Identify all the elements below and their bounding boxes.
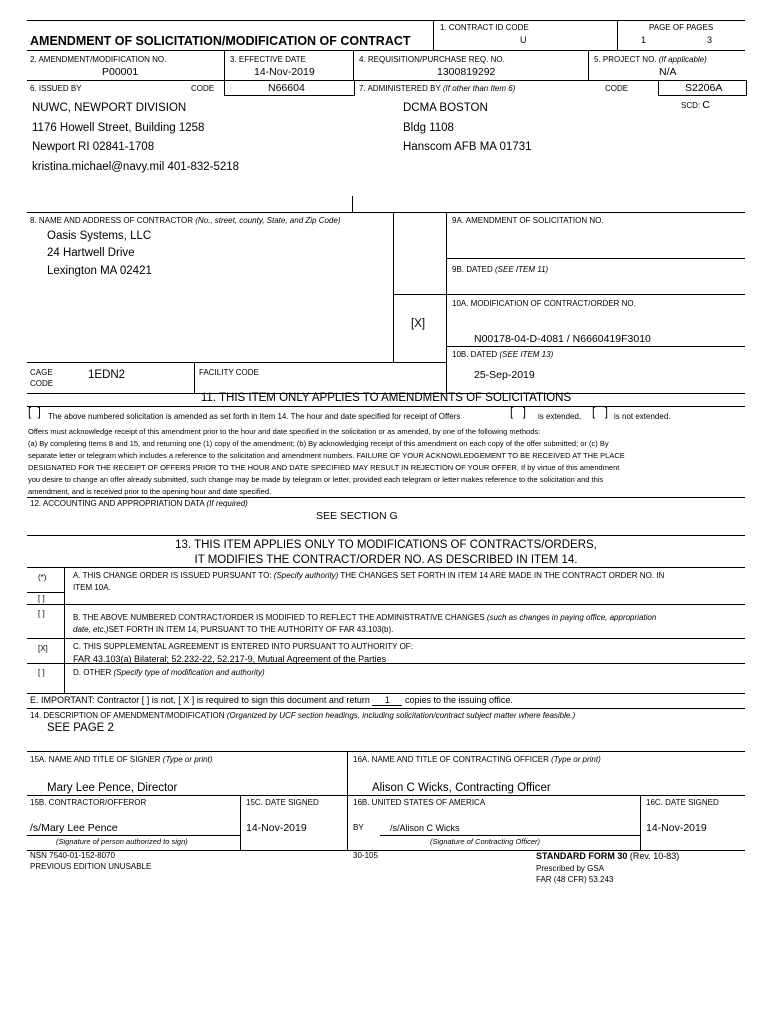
item16b-by: BY: [353, 823, 364, 832]
item14-value: SEE PAGE 2: [47, 722, 114, 734]
item11-heading: 11. THIS ITEM ONLY APPLIES TO AMENDMENTS OF SOLICITATIONS: [200, 392, 572, 404]
item15b-label: 15B. CONTRACTOR/OFFEROR: [30, 798, 147, 807]
footer-prescribed: Prescribed by GSA: [536, 864, 605, 873]
item13-a-text: A. THIS CHANGE ORDER IS ISSUED PURSUANT TO: (Specify authority) THE CHANGES SET FORTH IN ITEM 14 ARE MADE IN THE CONTRACT ORDER NO. IN: [73, 571, 665, 580]
rule: [64, 567, 65, 693]
item5-label: 5. PROJECT NO. (If applicable): [594, 55, 707, 64]
rule: [27, 708, 745, 709]
scd: SCD: C: [681, 99, 710, 111]
item11-paragraph: DESIGNATED FOR THE RECEIPT OF OFFERS PRIOR TO THE HOUR AND DATE SPECIFIED MAY RESULT IN REJECTION OF YOUR OFFER. If by virtue of this amendment: [28, 463, 620, 472]
footer-previous: PREVIOUS EDITION UNUSABLE: [30, 862, 152, 871]
item15a-label: 15A. NAME AND TITLE OF SIGNER (Type or print): [30, 755, 213, 764]
item2-label: 2. AMENDMENT/MODIFICATION NO.: [30, 55, 167, 64]
rule: [27, 50, 745, 51]
item11-not-extended: is not extended.: [614, 412, 671, 421]
item12-label: 12. ACCOUNTING AND APPROPRIATION DATA (If required): [30, 499, 248, 508]
rule: [446, 258, 745, 259]
item16b-sig-note: (Signature of Contracting Officer): [430, 837, 541, 846]
rule: [27, 693, 745, 694]
rule: [27, 592, 64, 593]
item4-value: 1300819292: [437, 66, 496, 78]
item11-paragraph: separate letter or telegram which includes a reference to the solicitation and amendment numbers. FAILURE OF YOUR ACKNOWLEDGEMENT TO BE RECEIVED AT THE PLACE: [28, 451, 625, 460]
item10b-value: 25-Sep-2019: [474, 369, 535, 381]
rule: [240, 795, 241, 850]
rule: [27, 20, 745, 21]
contract-id-value: U: [520, 35, 527, 45]
item13-d-text: D. OTHER (Specify type of modification and authority): [73, 668, 265, 677]
item13-heading: IT MODIFIES THE CONTRACT/ORDER NO. AS DESCRIBED IN ITEM 14.: [194, 554, 578, 566]
facility-label: FACILITY CODE: [199, 368, 259, 377]
pages-label: PAGE OF PAGES: [649, 23, 714, 32]
item6-line: NUWC, NEWPORT DIVISION: [32, 102, 187, 114]
rule: [27, 406, 745, 407]
cage-value: 1EDN2: [88, 369, 126, 381]
rule: [27, 80, 745, 81]
rule: [27, 835, 240, 836]
item13-c-check: [X]: [38, 644, 48, 653]
rule: [353, 50, 354, 80]
rule: [393, 212, 394, 362]
item7-code-label: CODE: [605, 84, 629, 93]
item13-a-text2: ITEM 10A.: [73, 583, 111, 592]
item6-code-label: CODE: [191, 84, 215, 93]
cage-label: CAGE: [30, 368, 53, 377]
item11-box: [ ]: [28, 407, 41, 419]
rule: [393, 294, 745, 295]
footer-far: FAR (48 CFR) 53.243: [536, 875, 614, 884]
cage-label: CODE: [30, 379, 54, 388]
item15c-label: 15C. DATE SIGNED: [246, 798, 319, 807]
item4-label: 4. REQUISITION/PURCHASE REQ. NO.: [359, 55, 505, 64]
item2-value: P00001: [102, 66, 139, 78]
item13-a-check2: [ ]: [38, 594, 45, 603]
rule: [27, 663, 745, 664]
item6-code: N66604: [268, 82, 305, 94]
item8-line: Lexington MA 02421: [47, 265, 152, 277]
item6-line: kristina.michael@navy.mil 401-832-5218: [32, 161, 240, 173]
rule: [27, 638, 745, 639]
item11-box: [ ]: [510, 407, 526, 419]
item11-paragraph: amendment, and is received prior to the opening hour and date specified.: [28, 487, 272, 496]
item10b-label: 10B. DATED (SEE ITEM 13): [452, 350, 554, 359]
rule: [27, 497, 745, 498]
item7-line: Hanscom AFB MA 01731: [403, 141, 532, 153]
rule: [27, 535, 745, 536]
item7-line: Bldg 1108: [403, 122, 454, 134]
rule: [27, 567, 745, 568]
rule: [617, 20, 618, 50]
item7-label: 7. ADMINISTERED BY (If other than Item 6): [359, 84, 516, 93]
item10a-value: N00178-04-D-4081 / N6660419F3010: [474, 333, 651, 345]
item16a-label: 16A. NAME AND TITLE OF CONTRACTING OFFICER (Type or print): [353, 755, 601, 764]
item8-label: 8. NAME AND ADDRESS OF CONTRACTOR (No., street, county, State, and Zip Code): [30, 216, 341, 225]
footer-number: 30-105: [353, 851, 378, 860]
item15b-signature: /s/Mary Lee Pence: [30, 822, 118, 834]
item9a-label: 9A. AMENDMENT OF SOLICITATION NO.: [452, 216, 604, 225]
item16b-signature: /s/Alison C Wicks: [390, 823, 460, 833]
rule: [446, 212, 447, 393]
item11-extended: is extended,: [538, 412, 582, 421]
item15c-value: 14-Nov-2019: [246, 822, 307, 834]
item3-value: 14-Nov-2019: [254, 66, 315, 78]
footer-nsn: NSN 7540-01-152-8070: [30, 851, 115, 860]
item8-line: 24 Hartwell Drive: [47, 247, 135, 259]
contract-id-label: 1. CONTRACT ID CODE: [440, 23, 529, 32]
rule: [194, 362, 195, 393]
item6-line: Newport RI 02841-1708: [32, 141, 155, 153]
item13-a-check: (*): [38, 573, 47, 582]
item13-b-text2: date, etc.)SET FORTH IN ITEM 14, PURSUANT TO THE AUTHORITY OF FAR 43.103(b).: [73, 625, 394, 634]
page-number: 1: [641, 35, 647, 45]
rule: [224, 50, 225, 80]
item9b-label: 9B. DATED (SEE ITEM 11): [452, 265, 549, 274]
item7-code: S2206A: [685, 82, 723, 94]
rule: [27, 751, 745, 752]
item13-heading: 13. THIS ITEM APPLIES ONLY TO MODIFICATIONS OF CONTRACTS/ORDERS,: [175, 539, 597, 551]
rule: [352, 196, 353, 212]
rule: [347, 751, 348, 850]
item13-b-check: [ ]: [38, 609, 45, 618]
item6-line: 1176 Howell Street, Building 1258: [32, 122, 205, 134]
item14-label: 14. DESCRIPTION OF AMENDMENT/MODIFICATION (Organized by UCF section headings, including solicitation/contract subject matter where feasible.): [30, 711, 576, 720]
item16a-value: Alison C Wicks, Contracting Officer: [372, 782, 551, 794]
important-line: E. IMPORTANT: Contractor [ ] is not, [ X ] is required to sign this document and return 1 copies to the issuing office.: [30, 695, 513, 705]
item11-line1: The above numbered solicitation is amended as set forth in Item 14. The hour and date specified for receipt of Offers: [48, 412, 461, 421]
item11-paragraph: (a) By completing Items 8 and 15, and returning one (1) copy of the amendment; (b) By acknowledging receipt of this amendment on each copy of the offer submitted; or (c) By: [28, 439, 609, 448]
rule: [27, 604, 745, 605]
item13-c-text: C. THIS SUPPLEMENTAL AGREEMENT IS ENTERED INTO PURSUANT TO AUTHORITY OF:: [73, 642, 413, 651]
rule: [27, 362, 446, 363]
item13-d-check: [ ]: [38, 668, 45, 677]
item15b-sig-note: (Signature of person authorized to sign): [56, 837, 188, 846]
item10a-label: 10A. MODIFICATION OF CONTRACT/ORDER NO.: [452, 299, 636, 308]
item3-label: 3. EFFECTIVE DATE: [230, 55, 306, 64]
item6-label: 6. ISSUED BY: [30, 84, 82, 93]
item10a-check: [X]: [411, 318, 426, 330]
item13-c-authority: FAR 43.103(a) Bilateral; 52.232-22, 52.217-9, Mutual Agreement of the Parties: [73, 654, 387, 664]
form-title: AMENDMENT OF SOLICITATION/MODIFICATION OF CONTRACT: [30, 34, 411, 48]
item16b-label: 16B. UNITED STATES OF AMERICA: [353, 798, 486, 807]
rule: [380, 835, 640, 836]
item16c-label: 16C. DATE SIGNED: [646, 798, 719, 807]
rule: [27, 795, 745, 796]
item8-line: Oasis Systems, LLC: [47, 230, 152, 242]
item12-value: SEE SECTION G: [316, 510, 398, 522]
rule: [433, 20, 434, 50]
item13-b-text: B. THE ABOVE NUMBERED CONTRACT/ORDER IS MODIFIED TO REFLECT THE ADMINISTRATIVE CHANGES (such as changes in paying office, appropriation: [73, 613, 657, 622]
footer-standard-form: STANDARD FORM 30 (Rev. 10-83): [536, 851, 680, 861]
page-count: 3: [707, 35, 713, 45]
rule: [446, 346, 745, 347]
item15a-value: Mary Lee Pence, Director: [47, 782, 178, 794]
item11-box: [ ]: [592, 407, 608, 419]
rule: [588, 50, 589, 80]
item11-paragraph: Offers must acknowledge receipt of this amendment prior to the hour and date specified in the solicitation or as amended, by one of the following methods:: [28, 427, 541, 436]
rule: [640, 795, 641, 850]
item16c-value: 14-Nov-2019: [646, 822, 707, 834]
rule: [27, 212, 745, 213]
item7-line: DCMA BOSTON: [403, 102, 488, 114]
item11-paragraph: you desire to change an offer already submitted, such change may be made by telegram or letter, provided each telegram or letter makes reference to the solicitation and this: [28, 475, 604, 484]
item5-value: N/A: [659, 66, 677, 78]
